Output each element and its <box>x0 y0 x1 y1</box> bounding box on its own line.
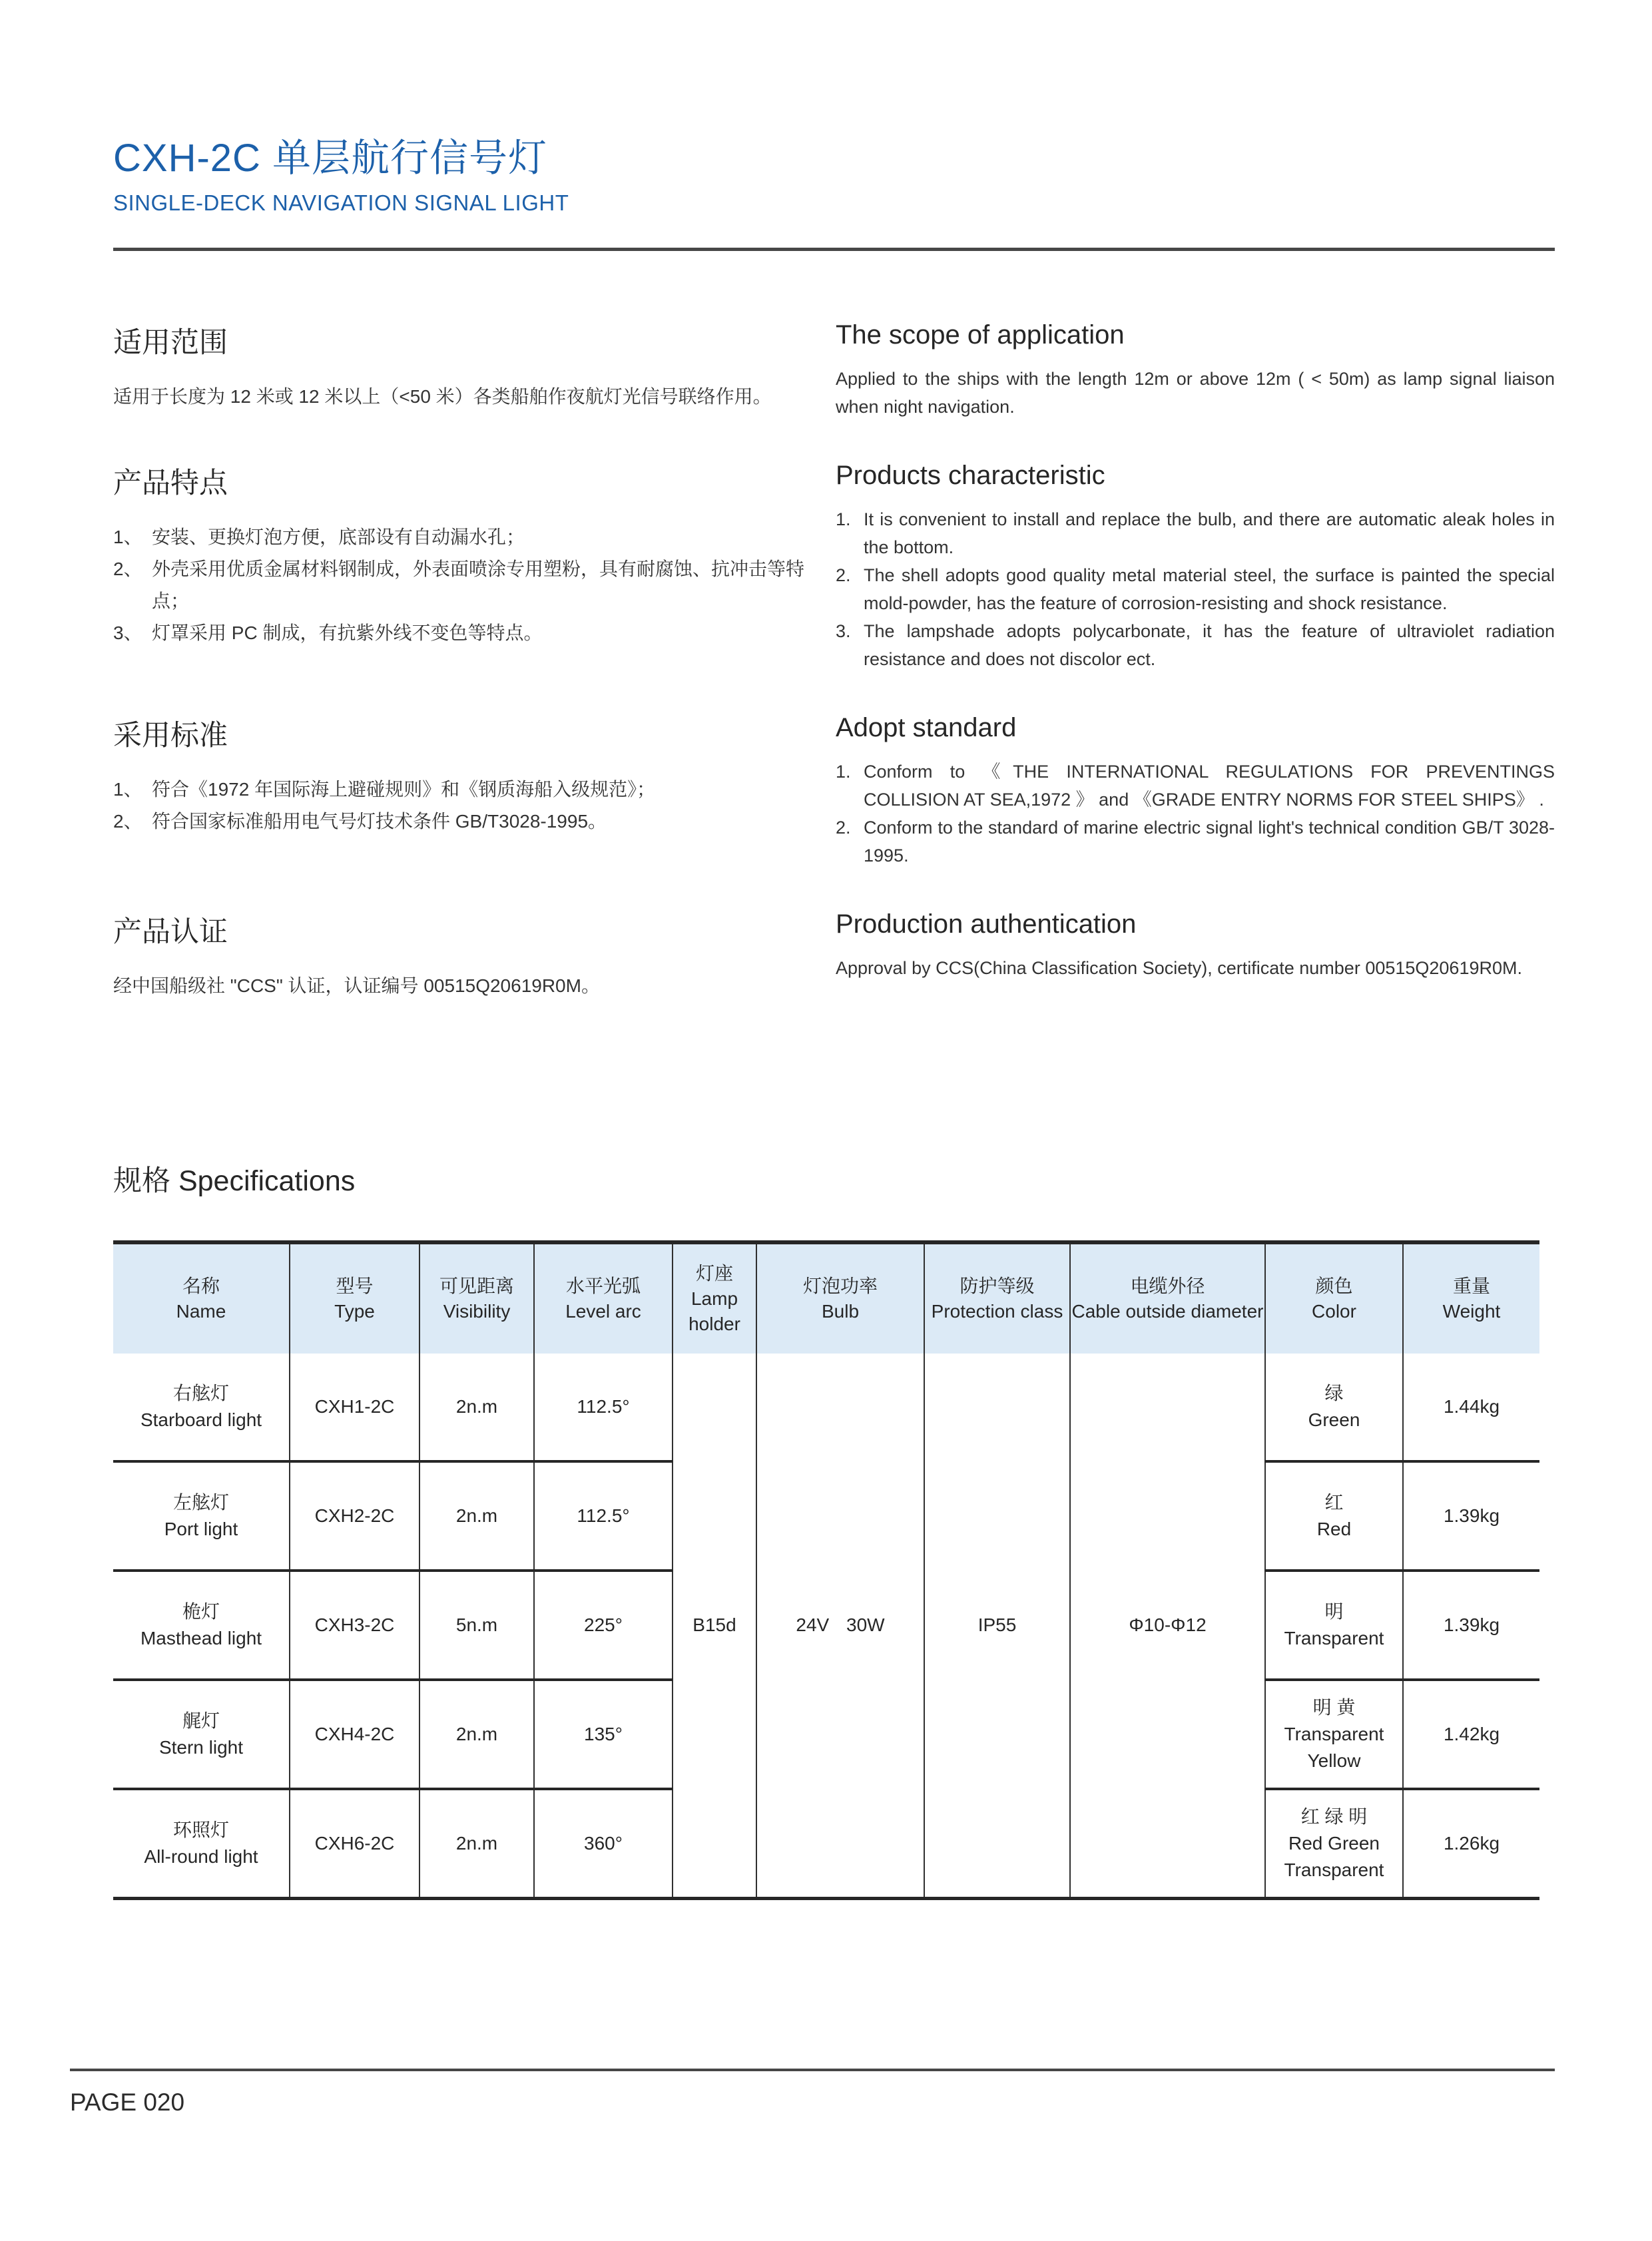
section-specifications <box>113 1158 1555 1900</box>
list-marker: 3、 <box>113 622 142 643</box>
cell-type: CXH4-2C <box>290 1680 419 1789</box>
cell-weight: 1.44kg <box>1403 1354 1539 1461</box>
header-label-en: Lamp holder <box>688 1288 740 1334</box>
list-item <box>113 806 806 838</box>
cell-name <box>113 1571 290 1680</box>
header-label-en: Type <box>334 1301 375 1322</box>
cell-name-en: Starboard light <box>140 1409 262 1430</box>
list-marker: 1、 <box>113 527 142 547</box>
scope-body-cn: 适用于长度为 12 米或 12 米以上（<50 米）各类船舶作夜航灯光信号联络作用。 <box>113 386 772 407</box>
table-header-row <box>113 1242 1539 1354</box>
header-cell-weight <box>1403 1242 1539 1354</box>
list-item <box>113 617 806 649</box>
cell-type: CXH3-2C <box>290 1571 419 1680</box>
list-item <box>836 758 1555 814</box>
section-standard-en <box>836 713 1555 870</box>
list-marker: 1、 <box>113 779 142 800</box>
header-cell-name <box>113 1242 290 1354</box>
header-label-cn: 颜色 <box>1315 1276 1353 1296</box>
scope-body-en: Applied to the ships with the length 12m or above 12m ( < 50m) as lamp signal liaison when night navigation. <box>836 369 1555 417</box>
cell-name <box>113 1461 290 1571</box>
list-text: Conform to 《THE INTERNATIONAL REGULATIONS FOR PREVENTINGS COLLISION AT SEA,1972 》 and 《GRADE ENTRY NORMS FOR STEEL SHIPS》 . <box>864 762 1555 810</box>
cell-visibility: 2n.m <box>419 1461 534 1571</box>
cell-color <box>1265 1461 1403 1571</box>
cell-visibility: 5n.m <box>419 1571 534 1680</box>
scope-heading-en: The scope of application <box>836 320 1125 350</box>
cell-name-cn: 右舷灯 <box>172 1383 229 1403</box>
header-label-cn: 水平光弧 <box>565 1276 641 1296</box>
header-label-en: Color <box>1312 1301 1356 1322</box>
section-scope-cn <box>113 320 806 421</box>
section-authentication-cn <box>113 909 806 1002</box>
features-list-cn <box>113 521 806 649</box>
cell-protection-class-merged: IP55 <box>924 1354 1070 1899</box>
cell-color-cn: 红 <box>1324 1492 1344 1513</box>
cell-name-en: Port light <box>164 1519 238 1539</box>
header-label-cn: 防护等级 <box>960 1276 1035 1296</box>
cell-weight: 1.39kg <box>1403 1461 1539 1571</box>
list-marker: 2、 <box>113 811 142 832</box>
list-marker: 2. <box>836 565 851 585</box>
cell-level-arc: 135° <box>534 1680 673 1789</box>
cell-name-cn: 左舷灯 <box>172 1492 229 1513</box>
cell-color-en: Transparent Yellow <box>1284 1724 1384 1771</box>
list-text: Conform to the standard of marine electric signal light's technical condition GB/T 3028-1995. <box>864 818 1555 866</box>
list-item <box>113 521 806 553</box>
cell-name-cn: 桅灯 <box>182 1601 220 1622</box>
header-label-en: Visibility <box>443 1301 511 1322</box>
cell-type: CXH1-2C <box>290 1354 419 1461</box>
table-row-starboard-light <box>113 1354 1539 1461</box>
authentication-heading-cn: 产品认证 <box>113 916 228 948</box>
cell-color-cn: 明 <box>1324 1601 1344 1622</box>
list-text: 安装、更换灯泡方便，底部设有自动漏水孔； <box>152 527 525 547</box>
list-marker: 1. <box>836 509 851 529</box>
list-item <box>836 505 1555 561</box>
cell-weight: 1.26kg <box>1403 1789 1539 1899</box>
authentication-body-en: Approval by CCS(China Classification Society), certificate number 00515Q20619R0M. <box>836 958 1522 978</box>
cell-name-cn: 艉灯 <box>182 1710 220 1731</box>
list-item <box>113 774 806 806</box>
list-item <box>836 617 1555 673</box>
header-label-cn: 可见距离 <box>439 1276 514 1296</box>
scope-heading-cn: 适用范围 <box>113 327 228 359</box>
features-heading-en: Products characteristic <box>836 461 1105 490</box>
cell-color <box>1265 1680 1403 1789</box>
header-cell-type <box>290 1242 419 1354</box>
header-cell-lamp-holder <box>673 1242 756 1354</box>
cell-name <box>113 1789 290 1899</box>
cell-visibility: 2n.m <box>419 1354 534 1461</box>
cell-color-cn: 绿 <box>1324 1383 1344 1403</box>
header-label-cn: 灯座 <box>695 1263 733 1284</box>
list-text: 外壳采用优质金属材料钢制成，外表面喷涂专用塑粉，具有耐腐蚀、抗冲击等特点； <box>152 559 805 611</box>
list-item <box>836 814 1555 870</box>
cell-name-cn: 环照灯 <box>172 1820 229 1840</box>
features-list-en <box>836 505 1555 673</box>
product-title-en: SINGLE-DECK NAVIGATION SIGNAL LIGHT <box>113 190 569 215</box>
list-text: It is convenient to install and replace the bulb, and there are automatic aleak holes in the bottom. <box>864 509 1555 557</box>
specifications-table <box>113 1240 1539 1900</box>
section-features-cn <box>113 461 806 673</box>
cell-cable-outside-diameter-merged: Φ10-Φ12 <box>1070 1354 1265 1899</box>
list-text: The lampshade adopts polycarbonate, it has the feature of ultraviolet radiation resistance and does not discolor ect. <box>864 621 1555 669</box>
page-number: PAGE 020 <box>70 2089 185 2116</box>
cell-name <box>113 1354 290 1461</box>
header-label-en: Name <box>176 1301 226 1322</box>
list-item <box>113 553 806 617</box>
list-item <box>836 561 1555 617</box>
features-heading-cn: 产品特点 <box>113 467 228 499</box>
list-marker: 1. <box>836 762 851 782</box>
cell-name-en: All-round light <box>144 1846 258 1867</box>
list-marker: 2、 <box>113 559 142 579</box>
cell-color-en: Red Green Transparent <box>1284 1833 1384 1880</box>
header-label-en: Bulb <box>821 1301 860 1322</box>
cell-color-cn: 明 黄 <box>1312 1697 1356 1718</box>
cell-color <box>1265 1571 1403 1680</box>
header-cell-level-arc <box>534 1242 673 1354</box>
header-divider <box>113 248 1555 251</box>
cell-color-cn: 红 绿 明 <box>1300 1806 1368 1827</box>
sections-grid <box>113 320 1555 1002</box>
list-text: 符合国家标准船用电气号灯技术条件 GB/T3028-1995。 <box>152 811 607 832</box>
cell-level-arc: 225° <box>534 1571 673 1680</box>
header-label-en: Level arc <box>565 1301 641 1322</box>
cell-color-en: Transparent <box>1284 1628 1384 1648</box>
cell-color <box>1265 1354 1403 1461</box>
cell-lamp-holder-merged: B15d <box>673 1354 756 1899</box>
cell-bulb-merged: 24V 30W <box>756 1354 924 1899</box>
header-label-en: Cable outside diameter <box>1071 1301 1264 1322</box>
cell-color-en: Red <box>1316 1519 1352 1539</box>
cell-weight: 1.42kg <box>1403 1680 1539 1789</box>
standard-list-cn <box>113 774 806 838</box>
header-label-cn: 电缆外径 <box>1130 1276 1205 1296</box>
header-label-cn: 名称 <box>182 1276 220 1296</box>
header-label-en: Protection class <box>931 1301 1063 1322</box>
page-footer <box>0 2069 1652 2116</box>
cell-type: CXH2-2C <box>290 1461 419 1571</box>
header-label-en: Weight <box>1442 1301 1501 1322</box>
list-marker: 3. <box>836 621 851 641</box>
header-label-cn: 型号 <box>336 1276 374 1296</box>
standard-heading-cn: 采用标准 <box>113 720 228 752</box>
cell-level-arc: 112.5° <box>534 1354 673 1461</box>
section-features-en <box>836 461 1555 673</box>
authentication-heading-en: Production authentication <box>836 909 1137 939</box>
cell-level-arc: 112.5° <box>534 1461 673 1571</box>
header-label-cn: 灯泡功率 <box>802 1276 878 1296</box>
header-cell-bulb <box>756 1242 924 1354</box>
cell-weight: 1.39kg <box>1403 1571 1539 1680</box>
cell-name <box>113 1680 290 1789</box>
cell-name-en: Masthead light <box>140 1628 262 1648</box>
cell-color <box>1265 1789 1403 1899</box>
header-cell-color <box>1265 1242 1403 1354</box>
cell-color-en: Green <box>1308 1409 1360 1430</box>
cell-type: CXH6-2C <box>290 1789 419 1899</box>
header-cell-cable-outside-diameter <box>1070 1242 1265 1354</box>
standard-heading-en: Adopt standard <box>836 713 1017 742</box>
specifications-heading: 规格 Specifications <box>113 1165 356 1197</box>
cell-visibility: 2n.m <box>419 1789 534 1899</box>
footer-divider <box>70 2069 1555 2071</box>
list-marker: 2. <box>836 818 851 838</box>
list-text: 灯罩采用 PC 制成，有抗紫外线不变色等特点。 <box>152 622 543 643</box>
standard-list-en <box>836 758 1555 870</box>
cell-name-en: Stern light <box>158 1737 244 1758</box>
section-standard-cn <box>113 713 806 870</box>
header-cell-visibility <box>419 1242 534 1354</box>
authentication-body-cn: 经中国船级社 "CCS" 认证，认证编号 00515Q20619R0M。 <box>113 975 600 996</box>
page-header <box>113 126 1555 251</box>
cell-visibility: 2n.m <box>419 1680 534 1789</box>
product-title-cn: CXH-2C 单层航行信号灯 <box>113 136 548 180</box>
header-cell-protection-class <box>924 1242 1070 1354</box>
list-text: The shell adopts good quality metal material steel, the surface is painted the special mold-powder, has the feature of corrosion-resisting and shock resistance. <box>864 565 1555 613</box>
cell-level-arc: 360° <box>534 1789 673 1899</box>
list-text: 符合《1972 年国际海上避碰规则》和《钢质海船入级规范》； <box>152 779 656 800</box>
header-label-cn: 重量 <box>1452 1276 1490 1296</box>
section-authentication-en <box>836 909 1555 1002</box>
section-scope-en <box>836 320 1555 421</box>
